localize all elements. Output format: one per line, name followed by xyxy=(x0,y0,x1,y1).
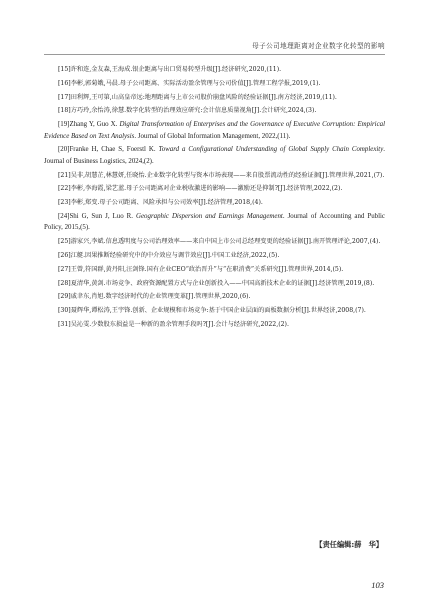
reference-title: Digital Transformation of Enterprises and the Governance of Executive Corruption: Empirical Evidence Based on Text Analysis xyxy=(44,121,385,140)
reference-item: [15]许和连,金友森,王海成.银企距离与出口贸易转型升级[J].经济研究,2020,(11). xyxy=(58,66,282,73)
reference-item: [25]游家兴,李斌.信息透明度与公司治理效率——来自中国上市公司总经理变更的经验证据[J].南开管理评论,2007,(4). xyxy=(58,238,381,246)
reference-source: . Journal of Global Information Management, 2022,(11). xyxy=(134,132,291,140)
reference-item: [21]吴非,胡慧芷,林慧妍,任晓怡.企业数字化转型与资本市场表现——来自股票流动性的经验证据[J].管理世界,2021,(7). xyxy=(58,171,385,179)
reference-list xyxy=(44,64,385,333)
reference-item: [30]聂辉华,谭松涛,王宇锋.创新、企业规模和市场竞争:基于中国企业层面的面板数据分析[J].世界经济,2008,(7). xyxy=(58,307,366,315)
reference-item xyxy=(44,119,385,142)
reference-source: . Journal of Accounting and Public Policy, 2015,(5). xyxy=(44,212,385,232)
reference-item: [17]田利辉,王可第,山高皇帝远:地理距离与上市公司股价崩盘风险的经验证据[J].南方经济,2019,(11). xyxy=(58,93,337,101)
reference-item: [18]方巧玲,余怡涛,徐慧.数字化转型的治理效应研究:会计信息质量视角[J].会计研究,2024,(3). xyxy=(58,107,317,115)
reference-item xyxy=(44,144,385,167)
reference-item: [26]江艇.因果推断经验研究中的中介效应与调节效应[J].中国工业经济,2022,(5). xyxy=(58,251,280,259)
reference-authors: [24]Shi G, Sun J, Luo R. xyxy=(58,212,137,220)
reference-item: [23]李彬,郑变.母子公司距离、风险承担与公司效率[J].经济管理,2018,(4). xyxy=(58,199,263,207)
reference-authors: [20]Franke H, Chae S, Foerstl K. xyxy=(58,146,159,154)
reference-title: Geographic Dispersion and Earnings Management xyxy=(136,212,283,220)
running-header: 母子公司地理距离对企业数字化转型的影响 xyxy=(252,42,385,50)
reference-item: [16]李彬,郭菊娥,马晨.母子公司距离、实际活动盈余管理与公司价值[J].管理工程学报,2019,(1). xyxy=(58,79,321,87)
page-number: 103 xyxy=(371,580,384,590)
header-rule xyxy=(44,54,385,55)
reference-source: . Journal of Business Logistics, 2024,(2). xyxy=(44,146,386,165)
reference-authors: [19]Zhang Y, Guo X. xyxy=(58,121,120,129)
reference-item: [22]李彬,李海霞,梁艺蓝.母子公司距离对企业税收激进的影响——激励还是抑制?[J].经济管理,2022,(2). xyxy=(58,185,343,193)
reference-title: Toward a Configurational Understanding of Global Supply Chain Complexity xyxy=(158,146,384,154)
reference-item: [28]夏清华,黄剑.市场竞争、政府资源配置方式与企业创新投入——中国高新技术企业的证据[J].经济管理,2019,(8). xyxy=(58,279,375,287)
reference-item xyxy=(44,211,385,234)
reference-item: [27]王曾,符国群,黄丹阳,汪剑锋.国有企业CEO“政治晋升”与“在职消费”关系研究[J].管理世界,2014,(5). xyxy=(58,265,344,273)
responsible-editor-note: 【责任编辑:薛 华】 xyxy=(315,540,383,549)
reference-item: [29]戚聿东,肖旭.数字经济时代的企业管理变革[J].管理世界,2020,(6). xyxy=(58,293,251,301)
reference-item: [31]吴沁雯.少数股东损益是一种新的盈余管理手段吗?[J].会计与经济研究,2022,(2). xyxy=(58,320,289,328)
